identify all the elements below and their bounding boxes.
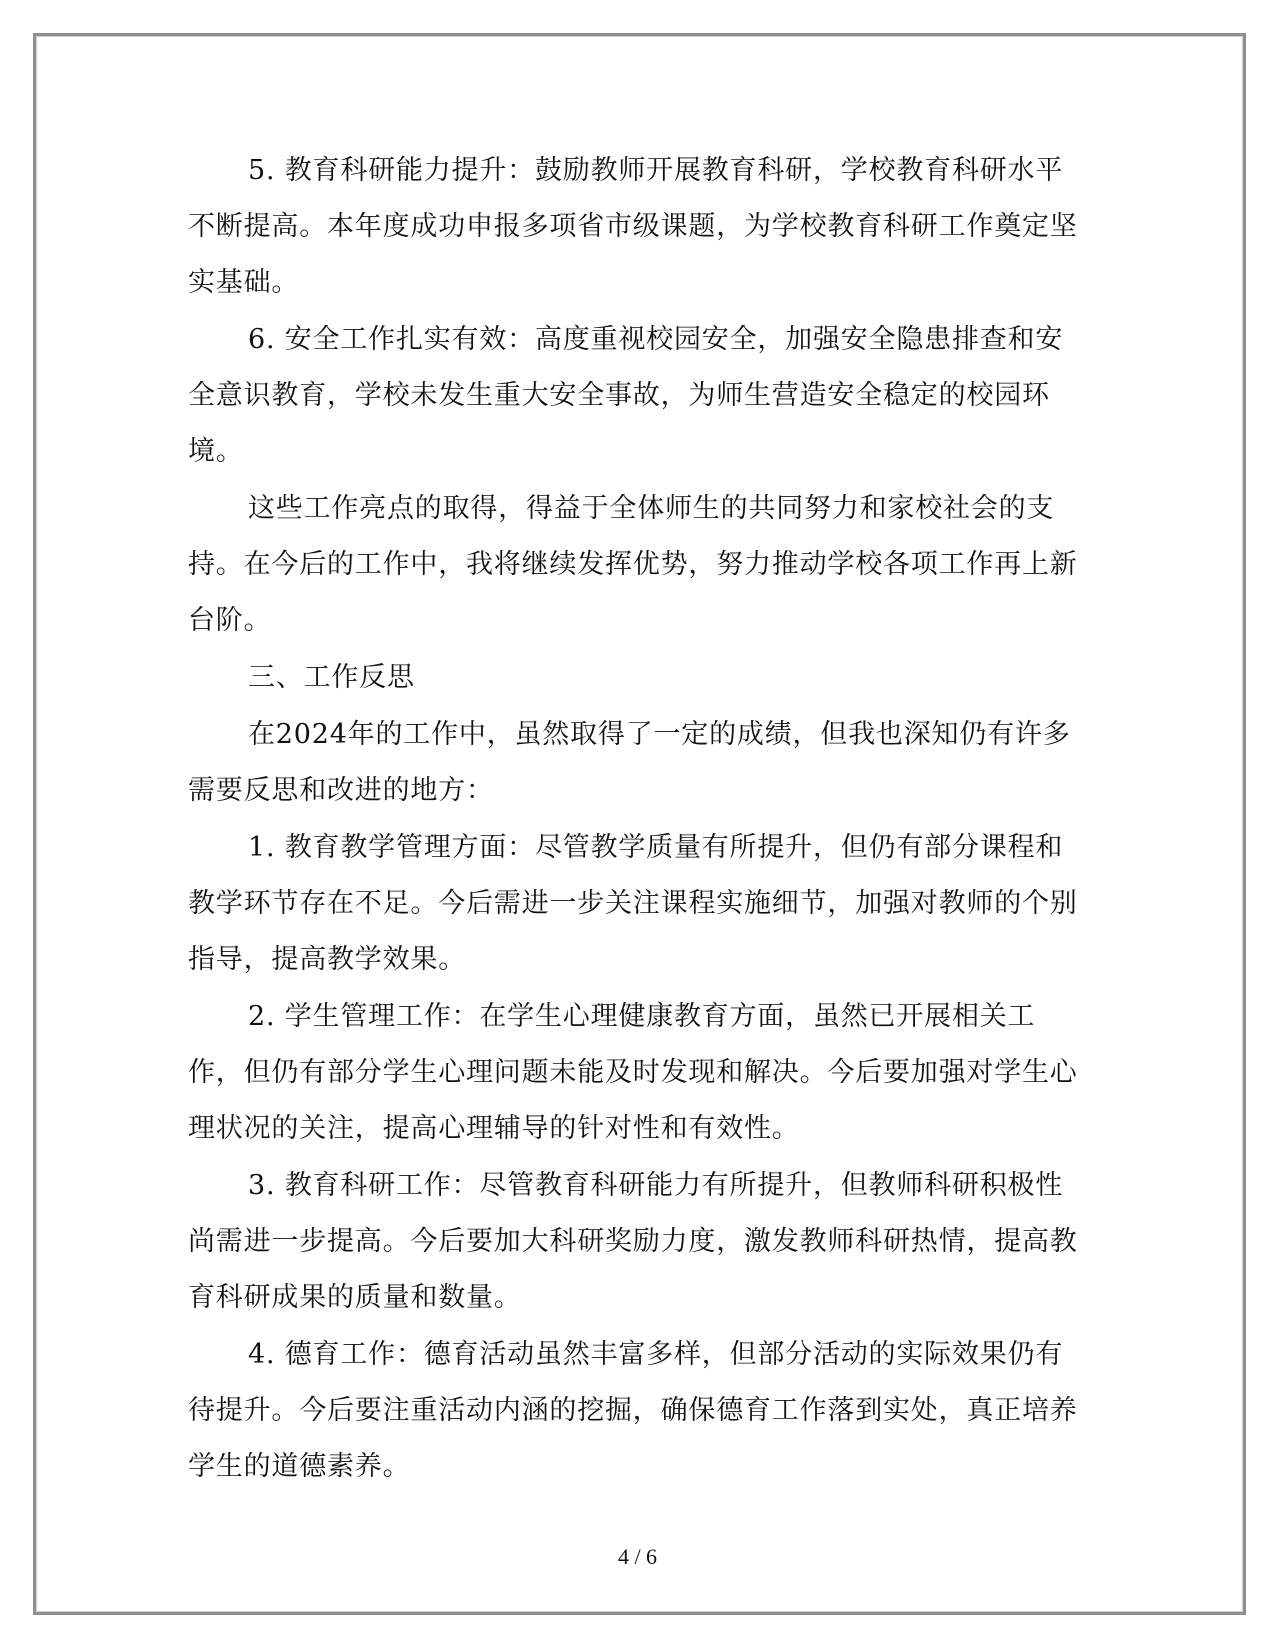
paragraph-moral-education: 4. 德育工作：德育活动虽然丰富多样，但部分活动的实际效果仍有待提升。今后要注重活动内涵的挖掘，确保德育工作落到实处，真正培养学生的道德素养。: [188, 1339, 1078, 1482]
paragraph-research-work: 3. 教育科研工作：尽管教育科研能力有所提升，但教师科研积极性尚需进一步提高。今后要加大科研奖励力度，激发教师科研热情，提高教育科研成果的质量和数量。: [188, 1170, 1078, 1313]
document-body: [188, 143, 1088, 1496]
paragraph-student-management: 2. 学生管理工作：在学生心理健康教育方面，虽然已开展相关工作，但仍有部分学生心理问题未能及时发现和解决。今后要加强对学生心理状况的关注，提高心理辅导的针对性和有效性。: [188, 1001, 1078, 1144]
paragraph-teaching-management: 1. 教育教学管理方面：尽管教学质量有所提升，但仍有部分课程和教学环节存在不足。今后需进一步关注课程实施细节，加强对教师的个别指导，提高教学效果。: [188, 832, 1078, 975]
section-heading-reflection: 三、工作反思: [248, 662, 415, 693]
paragraph-safety-work: 6. 安全工作扎实有效：高度重视校园安全，加强安全隐患排查和安全意识教育，学校未发生重大安全事故，为师生营造安全稳定的校园环境。: [188, 324, 1064, 467]
paragraph-achievements-summary: 这些工作亮点的取得，得益于全体师生的共同努力和家校社会的支持。在今后的工作中，我将继续发挥优势，努力推动学校各项工作再上新台阶。: [188, 493, 1078, 636]
paragraph-research-capability: 5. 教育科研能力提升：鼓励教师开展教育科研，学校教育科研水平不断提高。本年度成功申报多项省市级课题，为学校教育科研工作奠定坚实基础。: [188, 155, 1078, 298]
page-number: 4 / 6: [617, 1544, 658, 1569]
paragraph-reflection-intro: 在2024年的工作中，虽然取得了一定的成绩，但我也深知仍有许多需要反思和改进的地方：: [188, 719, 1071, 806]
